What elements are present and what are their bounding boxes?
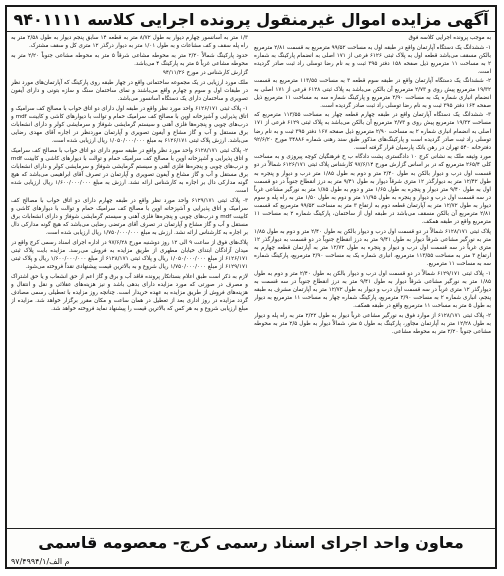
paragraph: ۱/۳ متر به آسانسور چهارم دیوار به طول ۸/۷۲ متر به قطعه ۱۴ سابق پنجم دیوار به طول ۲/۵۸ متر به راه پله سقف و کف مشاعات و به طول ۱/۰۱ متر به دیوار درگذر ۱۲ متری کل و سقف مشترک. (11, 35, 248, 50)
left-column (11, 34, 248, 525)
paragraph: ۳- پلاک ثبتی ۶۱۲۹/۱۷۱ واحد مورد نظر واقع در طبقه چهارم دارای دو اتاق خواب با مصالح کف سرامیک و اتاق پذیرایی و آشپزخانه اوپن با مصالح کف سرامیک حمام و توالت با دیوارهای کاشی و کابینت mdf و درب‌های چوبی و پنجره‌ها فلزی آهنی و سیستم گرمایشی شوفاژ و دارای انشعابات برق مستقل و آب و گاز مشاع و آپارتمان در تصرف آقای مرتضی رضایی می‌باشد که هیچ گونه مدارکی دال بر اجاره به کارشناس ارائه نشد. ارزش به مبلغ ۱/۷۵۰/۰۰۰/۰۰۰ ریال ارزیابی شده است. (11, 197, 248, 237)
paragraph: ۱- پلاک ثبتی ۶۱۲۶/۱۷۱ واحد مورد نظر واقع در طبقه اول دارای دو اتاق خواب با مصالح کف سرامیک و اتاق پذیرایی و آشپزخانه اوپن با مصالح کف سرامیک حمام و توالت با دیوارهای کاشی و کابینت mdf و درب‌های چوبی و پنجره‌ها فلزی آهنی و سیستم گرمایشی شوفاژ و سرمایشی کولر و دارای انشعابات برق مستقل و آب و گاز مشاع و آیفون تصویری و آپارتمان موردنظر در اجاره آقای مهدی رضایی می‌باشد. ارزش پلاک ثبتی ۶۱۲۶/۱۷۱ به مبلغ ۱/۰۵۰/۰۰۰/۰۰۰ ریال ارزیابی شده است. (11, 105, 248, 145)
paragraph: ملک مورد ارزیابی در یک مجموعه ساختمانی واقع در چهار طبقه روی پارکینگ که آپارتمان‌های مورد نظر در طبقات اول و سوم و چهارم واقع می‌باشند و نمای ساختمان سنگ و سازه بتونی و دارای آیفون تصویری و ساختمان دارای یک دستگاه آسانسور می‌باشد. (11, 79, 248, 103)
notice-body (11, 34, 491, 525)
paragraph: ۲- پلاک ثبتی ۶۱۲۸/۱۷۱ از موارد فوق به نورگیر مشاعی غرباً دیوار به طول ۲/۲۲ متر به راه پله و دیوار به طول ۱۲/۲۸ متر به آپارتمان مجاور، پارکینگ به طول ۵ متر، شمالاً دیوار به طول ۲/۵ متر به محوطه مشاعی جنوباً ۲/۲۰ متر به محوطه مشاعی. (254, 312, 491, 335)
paragraph: ۱- پلاک ثبتی ۶۱۲۹/۱۷۱ شمالاً در دو قسمت اول درب و دیوار بالکن به طول ۲/۴۰ متر و دوم به طول ۱/۸۵ متر به نورگیر مشاعی شرقاً دیوار به طول ۹/۴۱ متر به درز انقطاع جنوباً در سه قسمت به دیوارگذر ۱۲ متری غرباً در سه قسمت اول درب و دیوار به طول ۱۲/۷۲ متر به آپارتمان مشرف به طبقه پنجم، انباری شماره ۲ به مساحت ۲/۹۰ مترمربع، پارکینگ شماره چهار به مساحت ۱۱ مترمربع به دیوار به طول ۵ متر به مساحت ۱۱ مترمربع واقع در طبقه همکف. (254, 270, 491, 309)
notice-title: آگهی مزایده اموال غیرمنقول پرونده اجرایی کلاسه ۹۴۰۱۱۱۱ (7, 7, 495, 32)
paragraph: پلاک‌های فوق از ساعت ۹ الی ۱۲ روز دوشنبه مورخ ۹۷/۶/۲۸ در اداره اجرای اسناد رسمی کرج واقع در میدان آزادگان ابتدای خیابان مطهری از طریق مزایده به فروش می‌رسد. مزایده بابت پلاک ثبتی ۶۱۲۶/۱۷۱ از مبلغ ۱/۰۵۰/۰۰۰/۰۰۰ ریال و پلاک ثبتی ۶۱۲۸/۱۷۱ از مبلغ ۱/۶۰۰/۰۰۰/۰۰۰ ریال و پلاک ثبتی ۶۱۲۹/۱۷۱ از مبلغ ۱/۷۵۰/۰۰۰/۰۰۰ ریال شروع و به بالاترین قیمت پیشنهادی نقداً فروخته می‌شود. (11, 239, 248, 271)
paragraph: مورد وثیقه ملک به نشانی کرج ۱۰ دادگستری پشت دادگاه ب خ فرهنگیان کوچه پیروزی و به مساحت کلی ۲۶۵/۴ مترمربع که در بر اساس گزارش مورخ ۹۷/۶/۱۴ کارشناس پلاک ثبتی ۶۱۲۶/۱۷۱ شمالاً در دو قسمت اول درب و دیوار بالکن به طول ۲/۴۰ متر و دوم به طول ۱/۸۵ متر درب و دیوار و پنجره به طول ۱۲/۴۲ متر به دیوارگذر ۱۲ متری شرقاً دیوار به طول ۹/۴۱ متر به درز انقطاع جنوباً در دو قسمت اول به طول ۹/۴۰ متر دیوار و پنجره به طول ۱/۶۵ متر و دوم به طول ۱/۸۵ متر به نورگیر مشاعی غرباً در سه قسمت اول درب و دیوار و پنجره به طول ۱۱/۹۵ متر و دوم به طول ۱/۵۰ متر به راه پله و سوم دیوار به طول ۱۲/۷۲ متر به آپارتمان قطعه دوم به ارتفاع ۳ متر به مساحت ۹۹/۵۲ مترمربع که قسمت ۲/۸۱ مترمربع آن بالکن مسقف می‌باشد در طبقه اول از ساختمان، پارکینگ شماره ۲ به مساحت ۱۱ مترمربع واقع در طبقه همکف. (254, 154, 491, 226)
paragraph: گزارش کارشناس در مورخ ۹۴/۱۱/۲۶ (162, 70, 248, 77)
paragraph: پلاک ثبتی ۶۱۲۸/۱۷۱ شمالاً در دو قسمت اول درب و دیوار بالکن به طول ۲/۴۰ متر و دوم به طول ۱/۸۵ متر به نورگیر مشاعی شرقاً دیوار به طول ۹/۴۱ متر به درز انقطاع جنوباً در دو قسمت به دیوارگذر ۱۲ متری غرباً در سه قسمت اول درب و دیوار و پنجره به طول ۱۲/۷۲ متر به آپارتمان قطعه چهارم به ارتفاع ۳ متر به مساحت ۱۱۳/۵۵ مترمربع، انباری شماره یک به مساحت ۲/۹۰ مترمربع، پارکینگ شماره سه به مساحت ۱۱ مترمربع. (254, 228, 491, 268)
paragraph: ۲- پلاک ثبتی ۶۱۲۸/۱۷۱ واحد مورد نظر واقع در طبقه سوم دارای دو اتاق خواب با مصالح کف سرامیک و اتاق پذیرایی و آشپزخانه اوپن با مصالح کف سرامیک حمام و توالت با دیوارهای کاشی و کابینت mdf و درب‌های چوبی و پنجره‌ها فلزی آهنی و سیستم گرمایشی شوفاژ و سرمایشی کولر و دارای انشعابات برق مستقل و آب و گاز مشاع و آیفون تصویری و آپارتمان در تصرف آقای ابراهیمی می‌باشد که هیچ گونه مدارکی دال بر اجاره به کارشناس ارائه نشد. ارزش به مبلغ ۱/۶۰۰/۰۰۰/۰۰۰ ریال ارزیابی شده است. (11, 147, 248, 195)
paragraph: لازم به ذکر است طبق اعلام بستانکار پرونده فاقد آب و برق و گاز اعم از حق انشعاب و یا حق اشتراک و مصرف در صورتی که مورد مزایده دارای بدهی باشد و نیز هزینه‌های عقلائی و نقل و انتقال و هزینه‌های فروش از طریق مزایده به عهده خریدار است. چنانچه روز مزایده با تعطیلی رسمی مصادف گردد مزایده در روز اداری بعد از تعطیل در همان ساعت و مکان مقرر برگزار خواهد شد. مزایده از مبلغ ارزیابی شروع و به هر کس که بالاترین قیمت را پیشنهاد نماید فروخته خواهد شد. (11, 273, 248, 312)
paragraph: ۲- ششدانگ یک دستگاه آپارتمان واقع در طبقه سوم قطعه ۳ به مساحت ۱۱۳/۵۵ مترمربع به قسمت ۱۹/۳۲ مترمربع پیش روی و ۲/۷۳ مترمربع آن بالکن می‌باشد به پلاک ثبتی ۶۱۲۸ فرعی از ۱۷۱ اصلی به انضمام انباری شماره یک به مساحت ۲/۹۰ مترمربع و پارکینگ شماره سه به مساحت ۱۱ مترمربع ذیل صفحه ۱۶۴ دفتر ۳۹۵ ثبت و به نام رضا توسلی راد ثبت صادر گردیده است. (254, 78, 491, 109)
right-column (254, 34, 491, 525)
paragraph: حدود پارکینگ شمالاً ۲/۲۰ متر به محوطه مشاعی شرقاً ۵ متر به محوطه مشاعی جنوباً ۲/۲۰ متر به محوطه مشاعی غرباً ۵ متر به پارکینگ ۴ می‌باشد. (11, 52, 248, 67)
auction-notice (5, 5, 497, 569)
reference-code: م الف/۹۷/۴۹۹۴/۱ (11, 557, 70, 566)
paragraph: ۳- ششدانگ یک دستگاه آپارتمان واقع در طبقه چهارم قطعه چهار به مساحت ۱۱۳/۵۵ مترمربع که مساحت ۱۹/۳۲ مترمربع پیش روی و ۲/۷۳ مترمربع آن بالکن می‌باشد به پلاک ثبتی ۶۱۲۹ فرعی از ۱۷۱ اصلی به انضمام انباری شماره ۲ به مساحت ۲/۹۰ مترمربع ذیل صفحه ۱۶۷ دفتر ۳۹۵ ثبت و به نام رضا توسلی راد ثبت صادر گردیده است و پارکینگ‌های مذکور طبق سند رهنی شماره ۳۴۸۸۶ مورخ ۹۲/۶/۲۰ دفترخانه ۵۴۰ تهران در رهن بانک پارسیان قرار گرفته است. (254, 112, 491, 151)
signature-line: معاون واحد اجرای اسناد رسمی کرج- معصومه قاسمی (7, 528, 495, 555)
paragraph: ۱- ششدانگ یک دستگاه آپارتمان واقع در طبقه اول به مساحت ۹۹/۵۲ مترمربع به قسمت ۲/۸۱ مترمربع بالکن مسقف می‌باشد قطعه اول به پلاک ثبتی ۶۱۲۶ فرعی از ۱۷۱ اصلی به انضمام پارکینگ به شماره ۲ به مساحت ۱۱ مترمربع ذیل صفحه ۱۵۸ دفتر ۳۹۵ ثبت و به نام رضا توسلی راد ثبت صادر گردیده است. (254, 44, 491, 75)
paragraph: به موجب پرونده اجرایی کلاسه فوق (408, 35, 491, 41)
